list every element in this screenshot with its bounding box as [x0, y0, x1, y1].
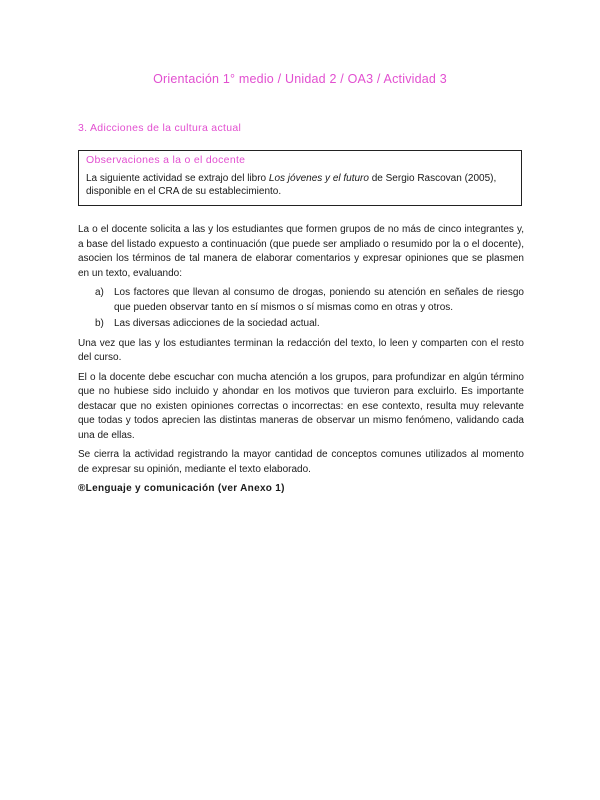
teacher-notes-text-after: de Sergio Rascovan (2005), disponible en el CRA de su establecimiento.: [86, 173, 497, 197]
paragraph-teacher-listen: El o la docente debe escuchar con mucha atención a los grupos, para profundizar en algún término que no hubiese sido incluido y ahondar en los motivos que tuvieron para excluirlo. Es importante destacar que no existen opiniones correctas o incorrectas: en ese contexto, resulta muy relevante que todas y todos aprecien las distintas maneras de observar un mismo fenómeno, validando cada una de ellas.: [78, 371, 524, 441]
paragraph-share: Una vez que las y los estudiantes terminan la redacción del texto, lo leen y comparten con el resto del curso.: [78, 337, 524, 363]
page-header: Orientación 1° medio / Unidad 2 / OA3 / Actividad 3: [153, 72, 447, 86]
teacher-notes-box: [78, 150, 522, 206]
teacher-notes-title: Observaciones a la o el docente: [86, 154, 246, 166]
list-marker: b): [95, 318, 104, 329]
list-item-text: Los factores que llevan al consumo de drogas, poniendo su atención en señales de riesgo que pueden observar tanto en sí mismos o sí mismas como en otras y otros.: [114, 287, 524, 313]
list-item: [78, 317, 524, 332]
list-item-text: Las diversas adicciones de la sociedad actual.: [114, 318, 320, 329]
evaluation-list: [78, 286, 524, 332]
teacher-notes-text: [86, 172, 514, 198]
teacher-notes-text-before: La siguiente actividad se extrajo del libro: [86, 173, 269, 184]
activity-body: [78, 223, 524, 497]
paragraph-closing: Se cierra la actividad registrando la mayor cantidad de conceptos comunes utilizados al momento de expresar su opinión, mediante el texto elaborado.: [78, 449, 524, 475]
section-title: 3. Adicciones de la cultura actual: [78, 122, 242, 134]
list-marker: a): [95, 287, 104, 298]
subject-note: ®Lenguaje y comunicación (ver Anexo 1): [78, 483, 285, 494]
list-item: [78, 286, 524, 315]
intro-paragraph: La o el docente solicita a las y los estudiantes que formen grupos de no más de cinco integrantes y, a base del listado expuesto a continuación (que puede ser ampliado o resumido por la o el docente), asocien los términos de tal manera de elaborar comentarios y expresar opiniones que se plasmen en un texto, evaluando:: [78, 224, 524, 279]
book-title: Los jóvenes y el futuro: [268, 173, 369, 184]
